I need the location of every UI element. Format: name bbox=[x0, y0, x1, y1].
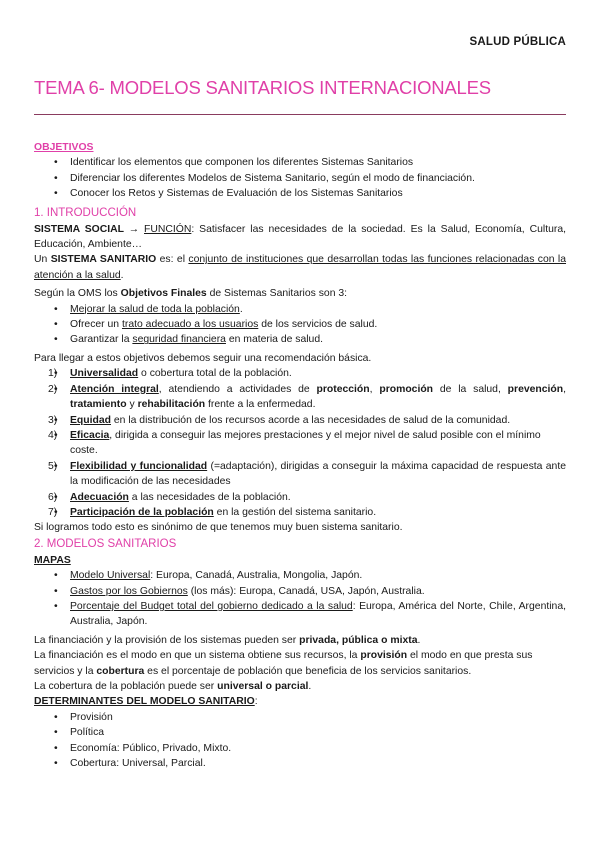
list-item bbox=[34, 599, 566, 630]
text-span: : Satisfacer las necesidades de la sociedad. Es la Salud, Economía, Cultura, Educación, Ambiente… bbox=[34, 223, 566, 251]
provision-paragraph bbox=[34, 648, 566, 679]
text-span: , atendiendo a actividades de bbox=[158, 383, 317, 395]
text-span: Según la OMS los bbox=[34, 288, 121, 300]
list-item bbox=[34, 317, 566, 332]
list-item: • Cobertura: Universal, Parcial. bbox=[34, 756, 566, 771]
bold-term: cobertura bbox=[96, 665, 145, 677]
underlined-term: seguridad financiera bbox=[132, 334, 226, 346]
underlined-term: Participación de la población bbox=[70, 506, 214, 518]
text-span: . bbox=[308, 681, 312, 692]
text-span: La cobertura de la población puede ser bbox=[34, 681, 218, 692]
bold-term: Objetivos Finales bbox=[120, 288, 207, 300]
underlined-term: FUNCIÓN bbox=[144, 223, 192, 235]
text-span: en materia de salud. bbox=[225, 334, 323, 346]
arrow-symbol: → bbox=[123, 223, 145, 235]
text-span: el modo en que presta sus servicios y la bbox=[34, 650, 533, 677]
underlined-term: Atención integral bbox=[70, 383, 159, 395]
text-span: , dirigida a conseguir las mejores prestaciones y el mejor nivel de salud posible con el mínimo coste. bbox=[70, 429, 541, 457]
list-number: • 7) bbox=[48, 506, 58, 518]
list-item: • Economía: Público, Privado, Mixto. bbox=[34, 741, 566, 756]
recomendaciones-list bbox=[34, 366, 566, 520]
list-item bbox=[34, 413, 566, 428]
text-span: Un bbox=[34, 254, 51, 266]
text-span: y bbox=[126, 399, 138, 411]
page-title: TEMA 6- MODELOS SANITARIOS INTERNACIONALES bbox=[34, 77, 491, 98]
bold-term: rehabilitación bbox=[137, 399, 206, 411]
text-span: La financiación y la provisión de los sistemas pueden ser bbox=[34, 634, 300, 646]
list-item: • Provisión bbox=[34, 710, 566, 725]
list-item bbox=[34, 428, 566, 459]
list-item bbox=[34, 505, 566, 520]
list-number: • 4) bbox=[48, 429, 58, 441]
text-span: . bbox=[417, 634, 421, 646]
bold-term: promoción bbox=[379, 383, 434, 395]
financiacion-paragraph bbox=[34, 633, 566, 648]
text-span: : Europa, Canadá, Australia, Mongolia, Japón. bbox=[150, 570, 363, 582]
list-item bbox=[34, 568, 566, 583]
underlined-term: Adecuación bbox=[70, 491, 129, 503]
list-item: • Diferenciar los diferentes Modelos de Sistema Sanitario, según el modo de financiación. bbox=[34, 171, 566, 186]
list-item bbox=[34, 366, 566, 381]
determinantes-list bbox=[34, 710, 566, 772]
text-span: . bbox=[239, 303, 243, 315]
underlined-term: Porcentaje del Budget total del gobierno dedicado a la salud bbox=[70, 600, 353, 612]
list-number: • 5) bbox=[48, 460, 58, 472]
sistema-social-paragraph bbox=[34, 222, 566, 253]
objetivos-finales-list bbox=[34, 302, 566, 348]
list-item bbox=[34, 490, 566, 505]
list-number: • 1) bbox=[48, 368, 58, 380]
text-span: frente a la enfermedad. bbox=[205, 399, 316, 411]
text-span: Ofrecer un bbox=[70, 319, 122, 331]
bold-term: prevención bbox=[507, 383, 564, 395]
text-span: (=adaptación), dirigidas a conseguir la máxima capacidad de respuesta ante la modificación de las necesidades bbox=[70, 460, 566, 488]
closing-paragraph: Si logramos todo esto es sinónimo de que tenemos muy buen sistema sanitario. bbox=[34, 522, 403, 534]
underlined-term: DETERMINANTES DEL MODELO SANITARIO bbox=[34, 696, 255, 708]
list-item bbox=[34, 382, 566, 413]
running-header: SALUD PÚBLICA bbox=[469, 36, 566, 48]
text-span: La financiación es el modo en que un sistema obtiene sus recursos, la bbox=[34, 650, 361, 662]
list-item bbox=[34, 459, 566, 490]
sistema-sanitario-paragraph bbox=[34, 252, 566, 283]
list-number: • 6) bbox=[48, 491, 58, 503]
section-heading-introduccion: 1. INTRODUCCIÓN bbox=[34, 206, 137, 219]
recomendacion-paragraph: Para llegar a estos objetivos debemos seguir una recomendación básica. bbox=[34, 352, 372, 364]
text-span: (los más): Europa, Canadá, USA, Japón, Australia. bbox=[187, 585, 425, 597]
objetivos-list bbox=[34, 155, 566, 201]
underlined-term: Modelo Universal bbox=[70, 570, 151, 582]
bold-term: SISTEMA SOCIAL bbox=[34, 223, 124, 235]
title-divider bbox=[34, 114, 566, 115]
text-span: : bbox=[254, 696, 258, 708]
text-span: es: el bbox=[156, 254, 189, 266]
underlined-term: Equidad bbox=[70, 414, 111, 426]
list-item: • Identificar los elementos que componen los diferentes Sistemas Sanitarios bbox=[34, 155, 566, 170]
list-item bbox=[34, 584, 566, 599]
bold-term: universal o parcial bbox=[217, 681, 309, 692]
list-item bbox=[34, 302, 566, 317]
list-item: • Conocer los Retos y Sistemas de Evaluación de los Sistemas Sanitarios bbox=[34, 186, 566, 201]
cobertura-paragraph bbox=[34, 679, 566, 694]
underlined-term: Mejorar la salud de toda la población bbox=[70, 303, 240, 315]
text-span: es el porcentaje de población que beneficia de los servicios sanitarios. bbox=[144, 665, 472, 677]
text-span: . bbox=[120, 269, 124, 281]
bold-term: privada, pública o mixta bbox=[299, 634, 418, 646]
underlined-term: Flexibilidad y funcionalidad bbox=[70, 460, 208, 472]
text-span: , bbox=[369, 383, 380, 395]
list-number: • 3) bbox=[48, 414, 58, 426]
text-span: de la salud, bbox=[433, 383, 508, 395]
text-span: de Sistemas Sanitarios son 3: bbox=[206, 288, 348, 300]
underlined-term: conjunto de instituciones que desarrollan todas las funciones relacionadas con la atención a la salud bbox=[34, 254, 567, 281]
oms-paragraph bbox=[34, 286, 566, 301]
bold-term: provisión bbox=[360, 650, 408, 662]
mapas-list bbox=[34, 568, 566, 630]
list-item: • Política bbox=[34, 725, 566, 740]
mapas-heading: MAPAS bbox=[34, 554, 71, 566]
section-heading-modelos: 2. MODELOS SANITARIOS bbox=[34, 537, 177, 550]
document-body bbox=[34, 140, 566, 771]
text-span: , bbox=[563, 383, 566, 395]
text-span: Garantizar la bbox=[70, 334, 133, 346]
list-number: • 2) bbox=[48, 383, 58, 395]
bold-term: tratamiento bbox=[70, 399, 127, 411]
text-span: o cobertura total de la población. bbox=[138, 368, 292, 380]
bold-term: protección bbox=[316, 383, 370, 395]
underlined-term: Eficacia bbox=[70, 429, 110, 441]
determinantes-heading bbox=[34, 694, 566, 709]
text-span: en la gestión del sistema sanitario. bbox=[213, 506, 377, 518]
text-span: : Europa, América del Norte, Chile, Argentina, Australia, Japón. bbox=[70, 600, 566, 628]
text-span: en la distribución de los recursos acorde a las necesidades de salud de la comunidad. bbox=[110, 414, 511, 426]
text-span: de los servicios de salud. bbox=[258, 319, 378, 331]
underlined-term: Gastos por los Gobiernos bbox=[70, 585, 188, 597]
underlined-term: trato adecuado a los usuarios bbox=[121, 319, 259, 331]
text-span: a las necesidades de la población. bbox=[128, 491, 291, 503]
list-item bbox=[34, 332, 566, 347]
objetivos-heading: OBJETIVOS bbox=[34, 142, 94, 153]
bold-term: SISTEMA SANITARIO bbox=[50, 254, 157, 266]
underlined-term: Universalidad bbox=[70, 368, 139, 380]
